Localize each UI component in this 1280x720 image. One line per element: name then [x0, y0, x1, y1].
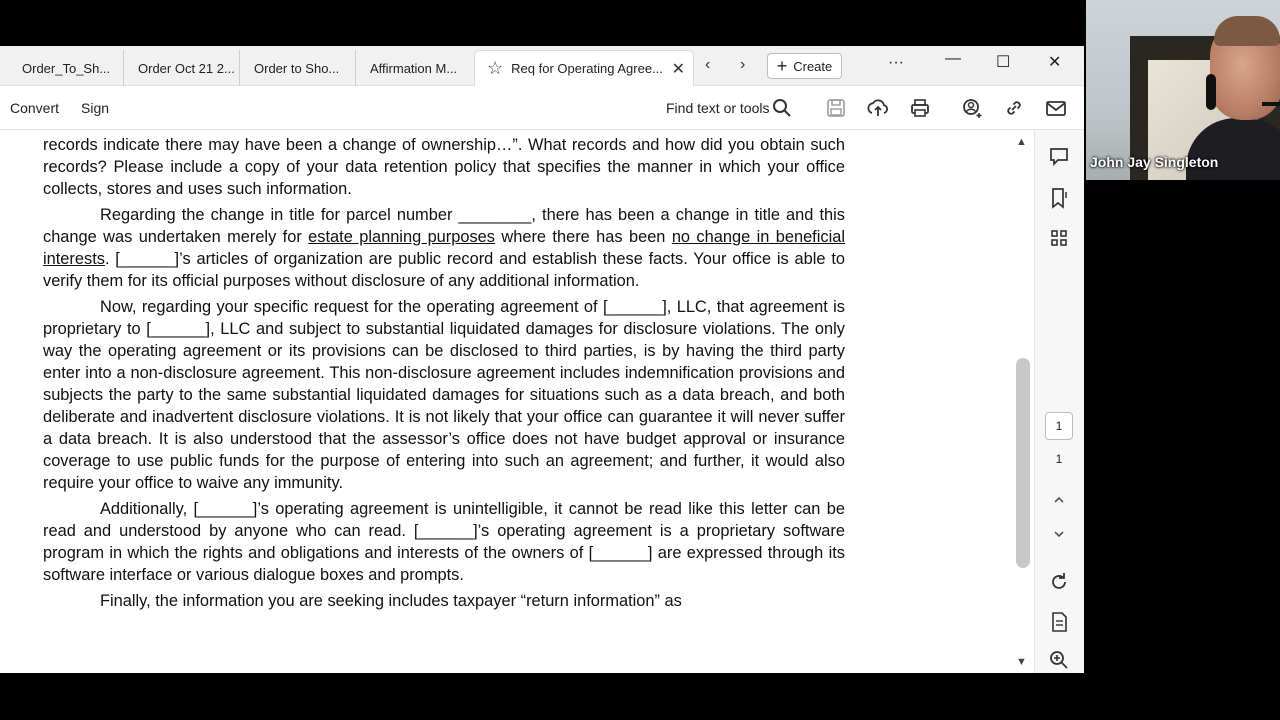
create-label: Create: [793, 58, 833, 74]
paragraph-operating-agreement: Now, regarding your specific request for the operating agreement of [______], LLC, that agreement is proprietary to [______], LLC and subject to substantial liquidated damages for disclosure violations. The only way the operating agreement or its provisions can be disclosed to third parties, is by having the third party enter into a non-disclosure agreement. This non-disclosure agreement includes indemnification provisions and subjects the party to the same substantial liquidated damages for situations such as a data breach, and both deliberate and inadvertent disclosure violations. It is not likely that your office can guarantee it will never suffer a data breach. It is also understood that the assessor’s office does not have budget approval or insurance coverage to use public funds for the purpose of entering into such an agreement; and further, it would also require your office to waive any immunity.: [43, 298, 845, 492]
text-run: Regarding the change in title for parcel number ________, there has been a change in title and this change was undertaken merely for: [43, 206, 845, 246]
scroll-up-arrow-icon[interactable]: ▲: [1016, 136, 1027, 148]
right-tools-rail: [1034, 130, 1084, 673]
tab-label: Order to Sho...: [254, 60, 340, 76]
zoom-in-icon[interactable]: [1047, 648, 1071, 672]
paragraph-title-change: [43, 204, 845, 292]
mail-icon[interactable]: [1044, 96, 1068, 120]
tab-label: Req for Operating Agree...: [511, 61, 663, 76]
total-pages: 1: [1055, 452, 1063, 466]
convert-button[interactable]: Convert: [10, 100, 60, 116]
paragraph-finally: Finally, the information you are seeking includes taxpayer “return information” as: [100, 592, 682, 610]
tab-affirmation[interactable]: [356, 50, 474, 86]
close-icon[interactable]: ✕: [671, 60, 685, 78]
sign-button[interactable]: Sign: [81, 100, 110, 116]
document-view[interactable]: [0, 130, 938, 673]
more-icon[interactable]: ···: [888, 54, 904, 71]
text-run: . [______]’s articles of organization are public record and establish these facts. Your office is able to verify them for its official purposes without disclosure of any additional information.: [43, 250, 845, 290]
microphone-icon: [1262, 102, 1280, 106]
maximize-icon[interactable]: ☐: [996, 54, 1011, 71]
chevron-down-icon[interactable]: [1047, 522, 1071, 546]
minimize-icon[interactable]: —: [945, 50, 961, 67]
chevron-up-icon[interactable]: [1047, 488, 1071, 512]
headset-icon: [1206, 74, 1216, 110]
participant-name: John Jay Singleton: [1090, 154, 1219, 170]
bookmark-icon[interactable]: [1047, 186, 1071, 210]
link-icon[interactable]: [1002, 96, 1026, 120]
create-button[interactable]: [767, 53, 842, 79]
save-icon[interactable]: [824, 96, 848, 120]
tab-order-to-show-2[interactable]: [240, 50, 356, 86]
chevron-right-icon[interactable]: ›: [740, 56, 746, 73]
find-text-tools-button[interactable]: Find text or tools: [666, 100, 770, 116]
participant-hair: [1214, 16, 1280, 46]
tab-req-operating-agreement[interactable]: [474, 50, 694, 86]
tab-order-oct-21[interactable]: [124, 50, 240, 86]
document-page: [43, 134, 845, 616]
scrollbar-thumb[interactable]: [1016, 358, 1030, 568]
text-run: where there has been: [495, 228, 672, 246]
refresh-icon[interactable]: [1047, 570, 1071, 594]
tab-bar: [0, 46, 1084, 86]
page-icon[interactable]: [1047, 610, 1071, 634]
underlined-beneficial-interests: no change in beneficial interests: [43, 228, 845, 268]
scroll-down-arrow-icon[interactable]: ▼: [1016, 656, 1027, 668]
upload-icon[interactable]: [866, 96, 890, 120]
toolbar: [0, 86, 1084, 130]
pdf-reader-window: [0, 46, 1084, 673]
tab-order-to-show-1[interactable]: [0, 50, 124, 86]
close-icon[interactable]: ✕: [1048, 54, 1062, 71]
paragraph-unintelligible: Additionally, [______]’s operating agreement is unintelligible, it cannot be read like this letter can be read and understood by anyone who can read. [______]’s operating agreement is a proprietary software program in which the rights and obligations and interests of the owners of [______] are expressed through its software interface or various dialogue boxes and prompts.: [43, 500, 845, 584]
current-page-input[interactable]: 1: [1045, 412, 1073, 440]
print-icon[interactable]: [908, 96, 932, 120]
paragraph-records: records indicate there may have been a change of ownership…”. What records and how did you obtain such records? Please include a copy of your data retention policy that specifies the manner in which your office collects, stores and uses such information.: [43, 136, 845, 198]
comment-icon[interactable]: [1047, 144, 1071, 168]
tab-label: Affirmation M...: [370, 60, 458, 76]
share-icon[interactable]: [960, 96, 984, 120]
chevron-left-icon[interactable]: ‹: [705, 56, 711, 73]
tab-label: Order Oct 21 2...: [138, 60, 235, 76]
underlined-estate-planning: estate planning purposes: [308, 228, 495, 246]
plus-icon: +: [776, 56, 788, 76]
star-icon[interactable]: ☆: [487, 58, 504, 78]
tab-label: Order_To_Sh...: [22, 60, 111, 76]
thumbnails-icon[interactable]: [1047, 226, 1071, 250]
search-icon[interactable]: [770, 96, 794, 120]
